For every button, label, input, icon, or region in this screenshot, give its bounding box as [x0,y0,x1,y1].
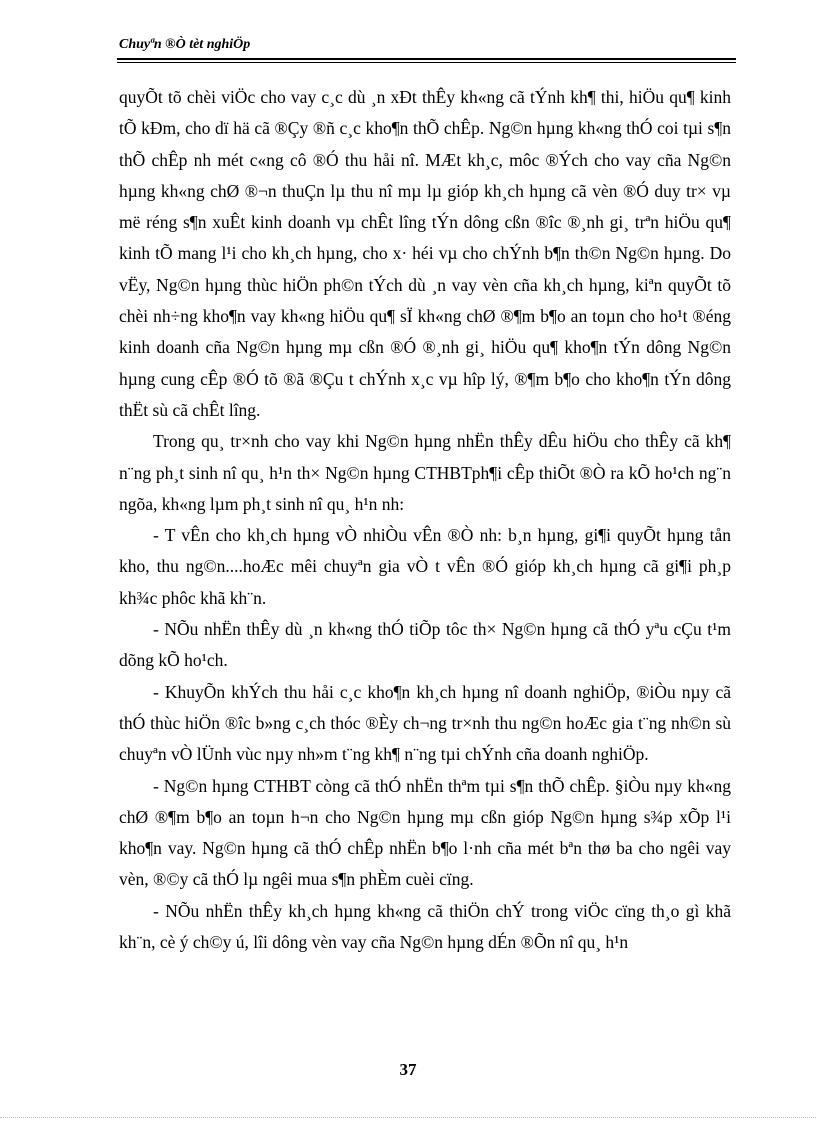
paragraph: Trong qu¸ tr×nh cho vay khi Ng©n hµng nhËn thÊy dÊu hiÖu cho thÊy cã kh¶ n¨ng ph¸t sinh nî qu¸ h¹n th× Ng©n hµng CTHBTph¶i cÊp thiÕt ®Ò ra kÕ ho¹ch ng¨n ngõa, kh«ng lµm ph¸t sinh nî qu¸ h¹n nh: [119,431,731,514]
body-text [119,82,731,958]
running-header-title: Chuyªn ®Ò tèt nghiÖp [119,37,251,52]
header-rule-thin [117,62,736,63]
list-item: - T vÊn cho kh¸ch hµng vÒ nhiÒu vÊn ®Ò nh: b¸n hµng, gi¶i quyÕt hµng tån kho, thu ng©n....hoÆc mêi chuyªn gia vÒ t vÊn ®Ó gióp kh¸ch hµng cã gi¶i ph¸p kh¾c phôc khã kh¨n. [119,525,731,608]
paragraph-continuation: quyÕt tõ chèi viÖc cho vay c¸c dù ¸n xÐt thÊy kh«ng cã tÝnh kh¶ thi, hiÖu qu¶ kinh tÕ kÐm, cho dï hä cã ®Çy ®ñ c¸c kho¶n thÕ chÊp. Ng©n hµng kh«ng thÓ coi tµi s¶n thÕ chÊp nh mét c«ng cô ®Ó thu håi nî. MÆt kh¸c, môc ®Ých cho vay cña Ng©n hµng kh«ng chØ ®¬n thuÇn lµ thu nî mµ lµ gióp kh¸ch hµng cã vèn ®Ó duy tr× vµ më réng s¶n xuÊt kinh doanh vµ chÊt lîng tÝn dông cßn ®îc ®¸nh gi¸ trªn hiÖu qu¶ kinh tÕ mang l¹i cho kh¸ch hµng, cho x· héi vµ cho chÝnh b¶n th©n Ng©n hµng. Do vËy, Ng©n hµng thùc hiÖn ph©n tÝch dù ¸n vay vèn cña kh¸ch hµng, kiªn quyÕt tõ chèi nh÷ng kho¶n vay kh«ng hiÖu qu¶ sÏ kh«ng chØ ®¶m b¶o an toµn cho ho¹t ®éng kinh doanh cña Ng©n hµng mµ cßn ®Ó ®¸nh gi¸ hiÖu qu¶ kho¶n tÝn dông Ng©n hµng cung cÊp ®Ó tõ ®ã ®Çu t chÝnh x¸c vµ hîp lý, ®¶m b¶o cho kho¶n tÝn dông thËt sù cã chÊt lîng. [119,87,731,420]
header-rule [117,58,736,60]
list-item: - Ng©n hµng CTHBT còng cã thÓ nhËn thªm tµi s¶n thÕ chÊp. §iÒu nµy kh«ng chØ ®¶m b¶o an toµn h¬n cho Ng©n hµng mµ cßn gióp Ng©n hµng s¾p xÕp l¹i kho¶n vay. Ng©n hµng cã thÓ chÊp nhËn b¶o l·nh cña mét bªn thø ba cho ngêi vay vèn, ®©y cã thÓ lµ ngêi mua s¶n phÈm cuèi cïng. [119,775,731,890]
list-item: - NÕu nhËn thÊy kh¸ch hµng kh«ng cã thiÖn chÝ trong viÖc cïng th¸o gì khã kh¨n, cè ý ch©y ú, lîi dông vèn vay cña Ng©n hµng dÉn ®Õn nî qu¸ h¹n [119,900,731,953]
page-number: 37 [399,1060,417,1079]
page-break-divider [0,1117,816,1118]
list-item: - KhuyÕn khÝch thu håi c¸c kho¶n kh¸ch hµng nî doanh nghiÖp, ®iÒu nµy cã thÓ thùc hiÖn ®îc b»ng c¸ch thóc ®Èy ch¬ng tr×nh thu ng©n hoÆc gia t¨ng nh©n sù chuyªn vÒ lÜnh vùc nµy nh»m t¨ng kh¶ n¨ng tµi chÝnh cña doanh nghiÖp. [119,681,731,765]
list-item: - NÕu nhËn thÊy dù ¸n kh«ng thÓ tiÕp tôc th× Ng©n hµng cã thÓ yªu cÇu t¹m dõng kÕ ho¹ch. [119,619,731,671]
